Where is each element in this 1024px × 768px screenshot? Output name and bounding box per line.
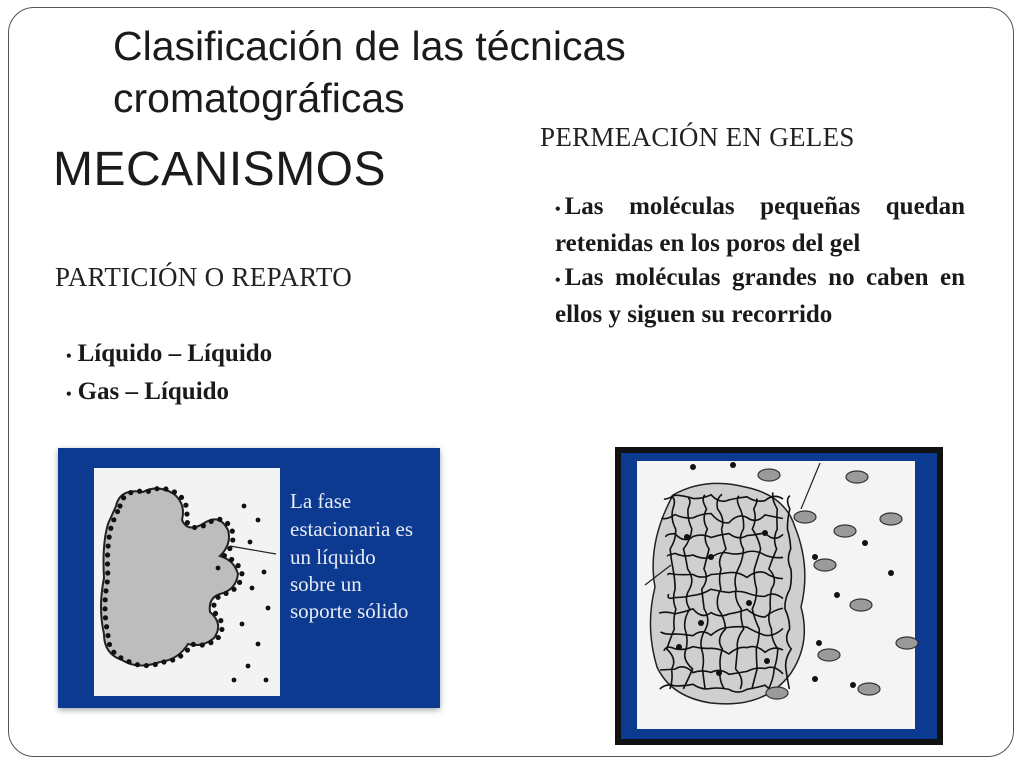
partition-heading: PARTICIÓN O REPARTO	[55, 262, 353, 292]
image-caption-line: un líquido	[290, 545, 376, 569]
gel-permeation-illustration	[615, 447, 943, 745]
list-item	[555, 190, 965, 261]
partition-item-text: Gas – Líquido	[77, 378, 230, 405]
gel-permeation-heading: PERMEACIÓN EN GELES	[540, 122, 855, 152]
partition-list	[66, 336, 272, 412]
gel-item-text: Las moléculas pequeñas quedan retenidas en los poros del gel	[555, 193, 965, 257]
gel-item-text: Las moléculas grandes no caben en ellos y siguen su recorrido	[555, 264, 965, 328]
bullet-icon: •	[555, 272, 561, 289]
bullet-icon: •	[66, 348, 72, 365]
list-item	[66, 336, 272, 374]
image-caption-line: estacionaria es	[290, 517, 414, 541]
list-item	[66, 374, 272, 412]
image-caption-line: soporte sólido	[290, 599, 409, 623]
list-item	[555, 261, 965, 332]
bullet-icon: •	[555, 201, 561, 218]
partition-illustration	[58, 448, 440, 708]
image-caption-line: sobre un	[290, 572, 362, 596]
image-caption-line: La fase	[290, 489, 352, 513]
mechanisms-heading: MECANISMOS	[53, 143, 387, 196]
gel-permeation-list	[555, 190, 965, 332]
partition-item-text: Líquido – Líquido	[77, 340, 273, 367]
bullet-icon: •	[66, 386, 72, 403]
slide-title: Clasificación de las técnicas cromatográficas	[113, 23, 626, 121]
